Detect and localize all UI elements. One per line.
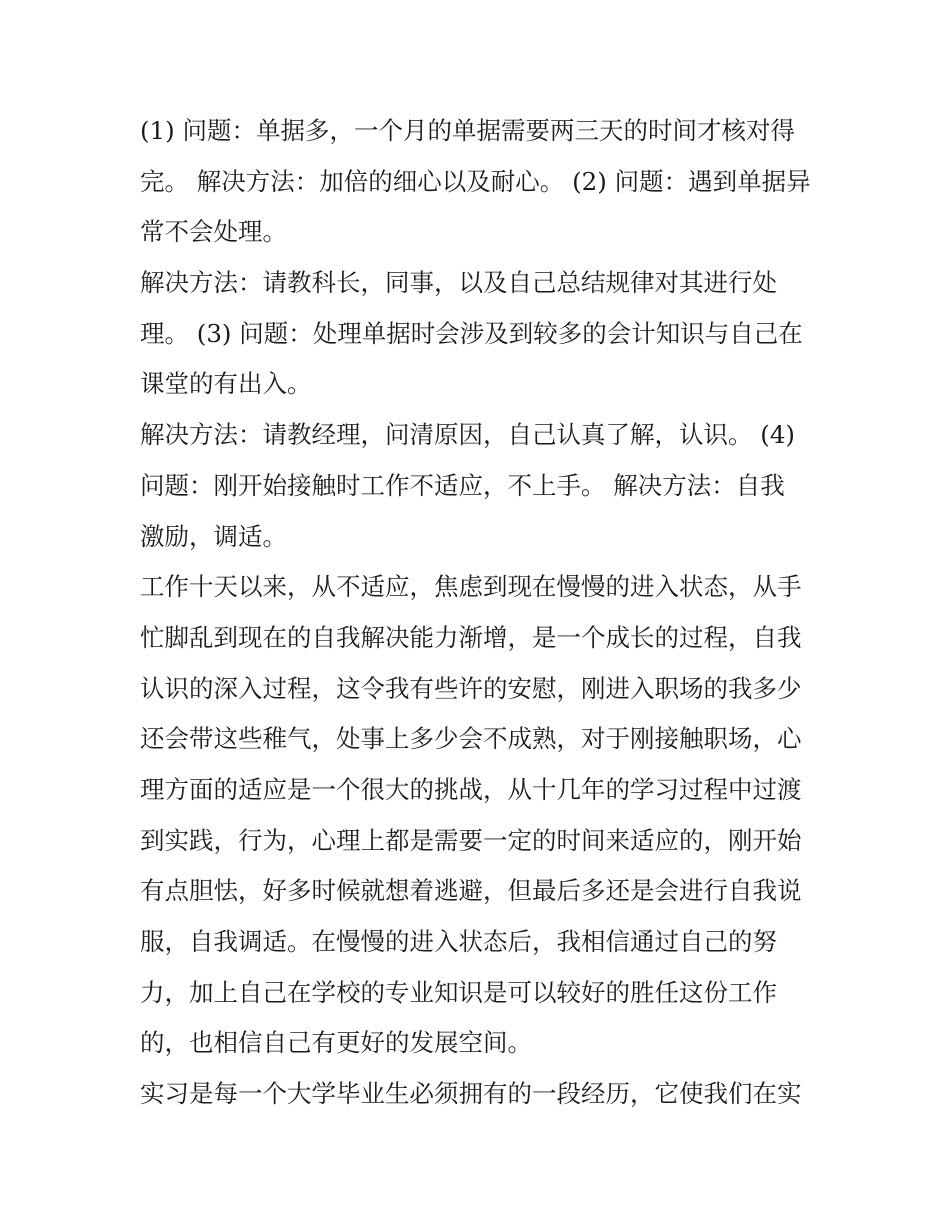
text-line: 实习是每一个大学毕业生必须拥有的一段经历，它使我们在实 — [140, 1079, 802, 1109]
text-line: 激励，调适。 — [140, 521, 287, 551]
text-line: 理方面的适应是一个很大的挑战，从十几年的学习过程中过渡 — [140, 774, 802, 804]
text-line: 课堂的有出入。 — [140, 369, 312, 399]
text-line: 解决方法：请教经理，问清原因，自己认真了解，认识。 (4) — [140, 420, 795, 450]
text-line: 问题：刚开始接触时工作不适应，不上手。 解决方法：自我 — [140, 470, 785, 500]
text-line: (1) 问题：单据多，一个月的单据需要两三天的时间才核对得 — [140, 116, 795, 145]
text-line: 的，也相信自己有更好的发展空间。 — [140, 1028, 532, 1058]
body-text — [140, 106, 820, 1120]
text-line: 忙脚乱到现在的自我解决能力渐增，是一个成长的过程，自我 — [140, 622, 802, 652]
text-line: 力，加上自己在学校的专业知识是可以较好的胜任这份工作 — [140, 977, 777, 1007]
text-line: 完。 解决方法：加倍的细心以及耐心。 (2) 问题：遇到单据异 — [140, 166, 811, 196]
text-line: 有点胆怯，好多时候就想着逃避，但最后多还是会进行自我说 — [140, 876, 802, 906]
text-line: 常不会处理。 — [140, 217, 287, 247]
text-line: 理。 (3) 问题：处理单据时会涉及到较多的会计知识与自己在 — [140, 318, 803, 348]
text-line: 解决方法：请教科长，同事，以及自己总结规律对其进行处 — [140, 268, 777, 298]
text-line: 工作十天以来，从不适应，焦虑到现在慢慢的进入状态，从手 — [140, 572, 802, 602]
text-line: 到实践，行为，心理上都是需要一定的时间来适应的，刚开始 — [140, 825, 802, 855]
text-line: 服，自我调适。在慢慢的进入状态后，我相信通过自己的努 — [140, 927, 777, 956]
text-line: 还会带这些稚气，处事上多少会不成熟，对于刚接触职场，心 — [140, 724, 802, 754]
text-line: 认识的深入过程，这令我有些许的安慰，刚进入职场的我多少 — [140, 673, 802, 703]
